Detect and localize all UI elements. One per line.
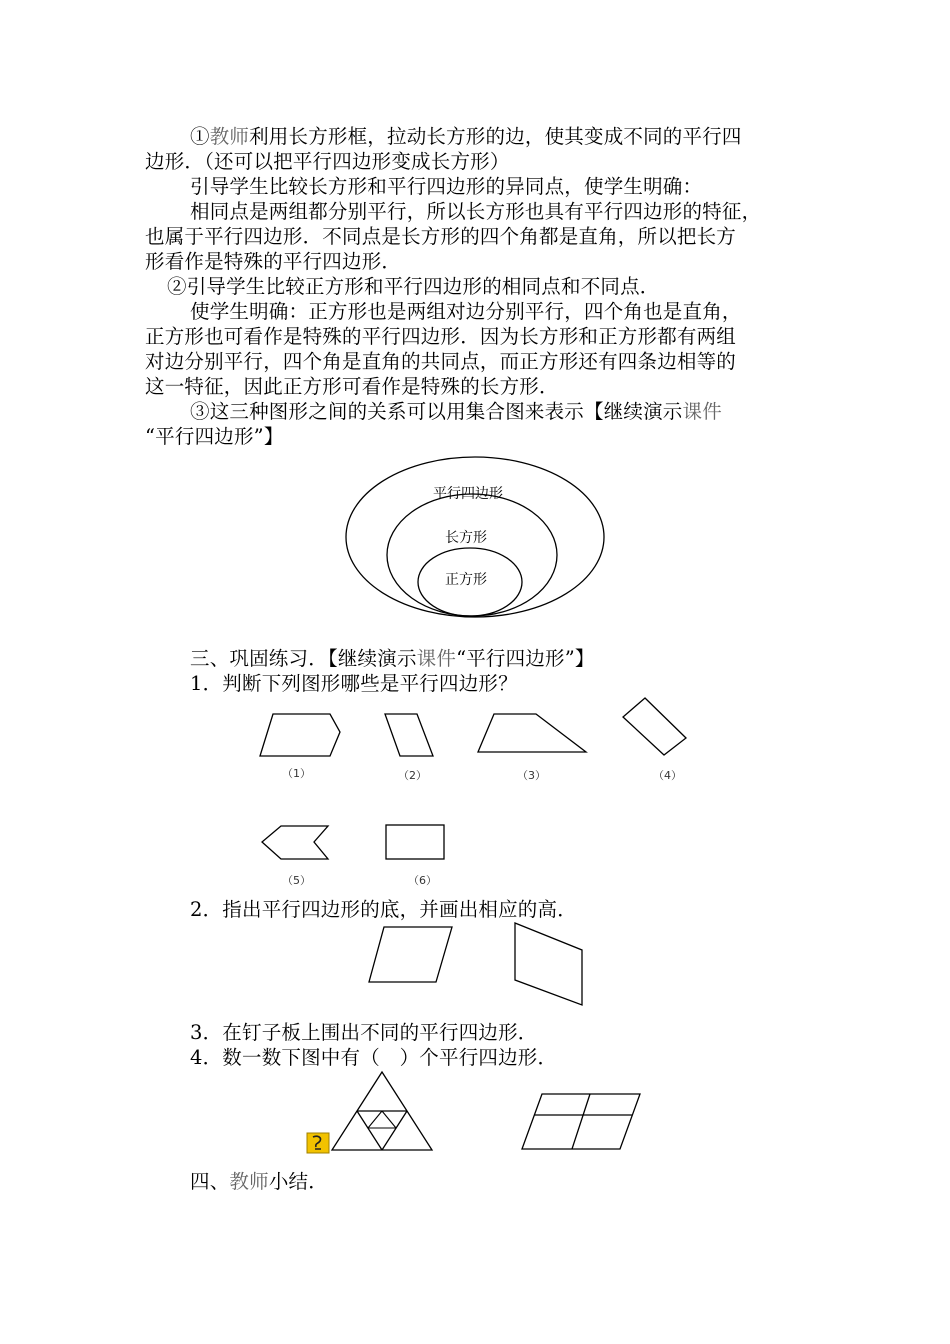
text-run: 四、 [190,1170,230,1193]
section-heading [190,646,595,671]
shape-label: （6） [408,874,437,887]
paragraph-line: 这一特征，因此正方形可看作是特殊的长方形． [145,375,559,398]
courseware-link-text: 课件 [682,400,722,423]
paragraph-line [190,399,722,424]
text-run: 利用长方形框，拉动长方形的边，使其变成不同的平行四 [249,125,742,148]
question-2: 2．指出平行四边形的底，并画出相应的高． [190,898,577,921]
venn-middle-ellipse [387,494,557,616]
subdivided-parallelogram-figure [520,1092,644,1152]
paragraph-line: 正方形也可看作是特殊的平行四边形．因为长方形和正方形都有两组 [145,325,737,348]
text-run: ③这三种图形之间的关系可以用集合图来表示【继续演示 [190,400,683,423]
paragraph-line: 引导学生比较长方形和平行四边形的异同点，使学生明确： [190,175,703,198]
shape-2-parallelogram [383,712,437,760]
question-3: 3．在钉子板上围出不同的平行四边形． [190,1021,538,1044]
paragraph-line: 对边分别平行，四个角是直角的共同点，而正方形还有四条边相等的 [145,350,737,373]
teacher-link-text: 教师 [229,1170,269,1193]
shape-label: （5） [282,874,311,887]
shape-5-arrow-pentagon [260,824,332,862]
text-run: 小结． [268,1170,328,1193]
question-1: 1．判断下列图形哪些是平行四边形？ [190,672,518,695]
text-run: “平行四边形”】 [456,647,595,670]
shape-3-trapezoid [476,712,590,756]
section-heading [190,1169,328,1194]
paragraph-line: 相同点是两组都分别平行，所以长方形也具有平行四边形的特征， [190,200,762,223]
shape-label: （3） [517,769,546,782]
paragraph-line [190,124,742,149]
paragraph-line: “平行四边形”】 [145,425,284,448]
shape-6-rectangle [384,823,448,861]
embedded-object-icon[interactable] [307,1133,329,1153]
circled-number: ① [190,125,210,148]
venn-diagram [340,455,610,620]
subdivided-triangle-figure [330,1070,434,1152]
paragraph-line: 也属于平行四边形．不同点是长方形的四个角都是直角，所以把长方 [145,225,737,248]
paragraph-line: ②引导学生比较正方形和平行四边形的相同点和不同点． [167,275,660,298]
parallelogram-figure-2 [512,920,586,1008]
paragraph-line: 形看作是特殊的平行四边形． [145,250,402,273]
parallelogram-figure-1 [366,924,456,986]
venn-inner-label: 正方形 [445,572,487,588]
paragraph-line: 边形．（还可以把平行四边形变成长方形） [145,150,510,173]
paragraph-line: 使学生明确：正方形也是两组对边分别平行，四个角也是直角， [190,300,742,323]
shape-1-hexagon [258,712,342,760]
venn-middle-label: 长方形 [445,530,487,546]
courseware-link-text: 课件 [416,647,457,670]
shape-label: （1） [282,767,311,780]
teacher-link-text: 教师 [209,125,250,148]
text-run: 三、巩固练习．【继续演示 [190,647,417,670]
shape-label: （4） [653,769,682,782]
shape-label: （2） [398,769,427,782]
venn-outer-label: 平行四边形 [433,486,503,502]
question-4: 4．数一数下图中有（ ）个平行四边形． [190,1046,558,1069]
shape-4-tilted-rectangle [620,695,690,759]
